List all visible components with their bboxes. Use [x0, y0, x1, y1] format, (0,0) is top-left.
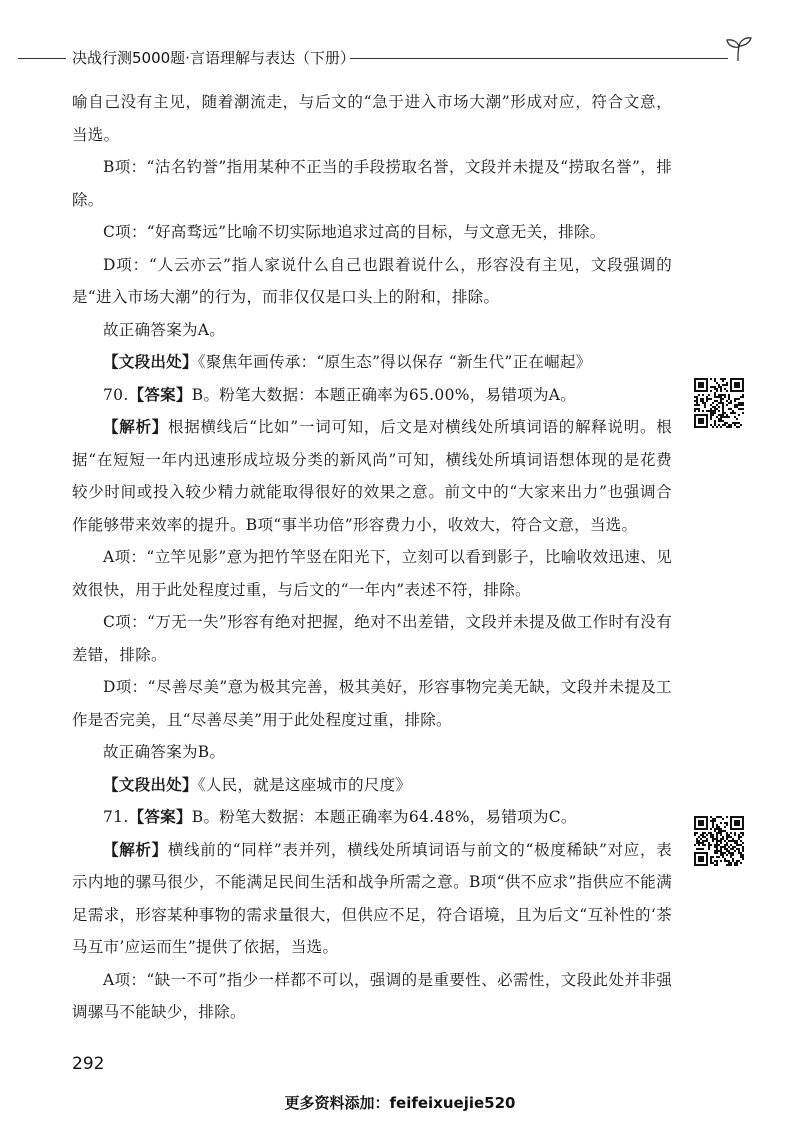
paragraph [72, 379, 672, 412]
paragraph [72, 801, 672, 834]
paragraph [72, 411, 672, 541]
paragraph-text: D项：“尽善尽美”意为极其完善，极其美好，形容事物完美无缺，文段并未提及工作是否完美，且“尽善尽美”用于此处程度过重，排除。 [72, 678, 672, 729]
section-tag: 【答案】 [128, 385, 192, 404]
sprout-icon [724, 36, 754, 62]
paragraph [72, 346, 672, 379]
paragraph [72, 606, 672, 671]
paragraph [72, 541, 672, 606]
paragraph-text: B。粉笔大数据：本题正确率为64.48%，易错项为C。 [191, 808, 577, 826]
qr-code-icon[interactable] [694, 378, 744, 428]
paragraph [72, 964, 672, 1029]
paragraph-text: B项：“沽名钓誉”指用某种不正当的手段捞取名誉，文段并未提及“捞取名誉”，排除。 [72, 158, 672, 209]
paragraph [72, 249, 672, 314]
header-rule-right [350, 58, 728, 59]
paragraph [72, 151, 672, 216]
paragraph [72, 216, 672, 249]
paragraph-text: 故正确答案为B。 [103, 743, 226, 761]
paragraph [72, 736, 672, 769]
paragraph-text: 《聚焦年画传承：“原生态”得以保存 “新生代”正在崛起》 [197, 353, 592, 371]
paragraph [72, 769, 672, 802]
header-title: 决战行测5000题·言语理解与表达（下册） [72, 49, 355, 67]
paragraph-text: 故正确答案为A。 [103, 320, 226, 339]
header-rule-left [18, 58, 66, 59]
qr-code-icon[interactable] [694, 816, 744, 866]
paragraph [72, 671, 672, 736]
paragraph [72, 834, 672, 964]
section-tag: 【文段出处】 [103, 775, 198, 794]
paragraph-text: A项：“缺一不可”指少一样都不可以，强调的是重要性、必需性，文段此处并非强调骡马不能缺少，排除。 [72, 970, 672, 1021]
paragraph [72, 86, 672, 151]
section-tag: 【解析】 [103, 840, 168, 859]
paragraph-text: 喻自己没有主见，随着潮流走，与后文的“急于进入市场大潮”形成对应，符合文意，当选。 [72, 93, 672, 144]
paragraph-text: A项：“立竿见影”意为把竹竿竖在阳光下，立刻可以看到影子，比喻收效迅速、见效很快，用于此处程度过重，与后文的“一年内”表述不符，排除。 [72, 548, 672, 599]
section-tag: 【解析】 [103, 418, 168, 436]
paragraph-text: 《人民，就是这座城市的尺度》 [197, 775, 412, 794]
paragraph-text: 根据横线后“比如”一词可知，后文是对横线处所填词语的解释说明。根据“在短短一年内迅速形成垃圾分类的新风尚”可知，横线处所填词语想体现的是花费较少时间或投入较少精力就能取得很好的效果之意。前文中的“大家来出力”也强调合作能够带来效率的提升。B项“事半功倍”形容费力小，收效大，符合文意，当选。 [72, 418, 673, 534]
running-header [0, 46, 800, 70]
footer-note: 更多资料添加：feifeixuejie520 [284, 1094, 516, 1112]
page-number: 292 [72, 1054, 105, 1074]
paragraph-text: B。粉笔大数据：本题正确率为65.00%，易错项为A。 [191, 385, 577, 404]
section-tag: 【答案】 [128, 808, 192, 826]
paragraph [72, 314, 672, 347]
section-tag: 【文段出处】 [103, 353, 198, 371]
paragraph-text: 横线前的“同样”表并列，横线处所填词语与前文的“极度稀缺”对应，表示内地的骡马很少，不能满足民间生活和战争所需之意。B项“供不应求”指供应不能满足需求，形容某种事物的需求量很大，但供应不足，符合语境，且为后文“互补性的‘茶马互市’应运而生”提供了依据，当选。 [72, 840, 672, 956]
question-number: 71. [103, 808, 129, 826]
article-body [72, 86, 672, 1029]
paragraph-text: C项：“万无一失”形容有绝对把握，绝对不出差错，文段并未提及做工作时有没有差错，排除。 [72, 613, 672, 664]
question-number: 70. [103, 385, 129, 404]
paragraph-text: C项：“好高骛远”比喻不切实际地追求过高的目标，与文意无关，排除。 [103, 223, 606, 241]
paragraph-text: D项：“人云亦云”指人家说什么自己也跟着说什么，形容没有主见，文段强调的是“进入市场大潮”的行为，而非仅仅是口头上的附和，排除。 [72, 255, 672, 306]
